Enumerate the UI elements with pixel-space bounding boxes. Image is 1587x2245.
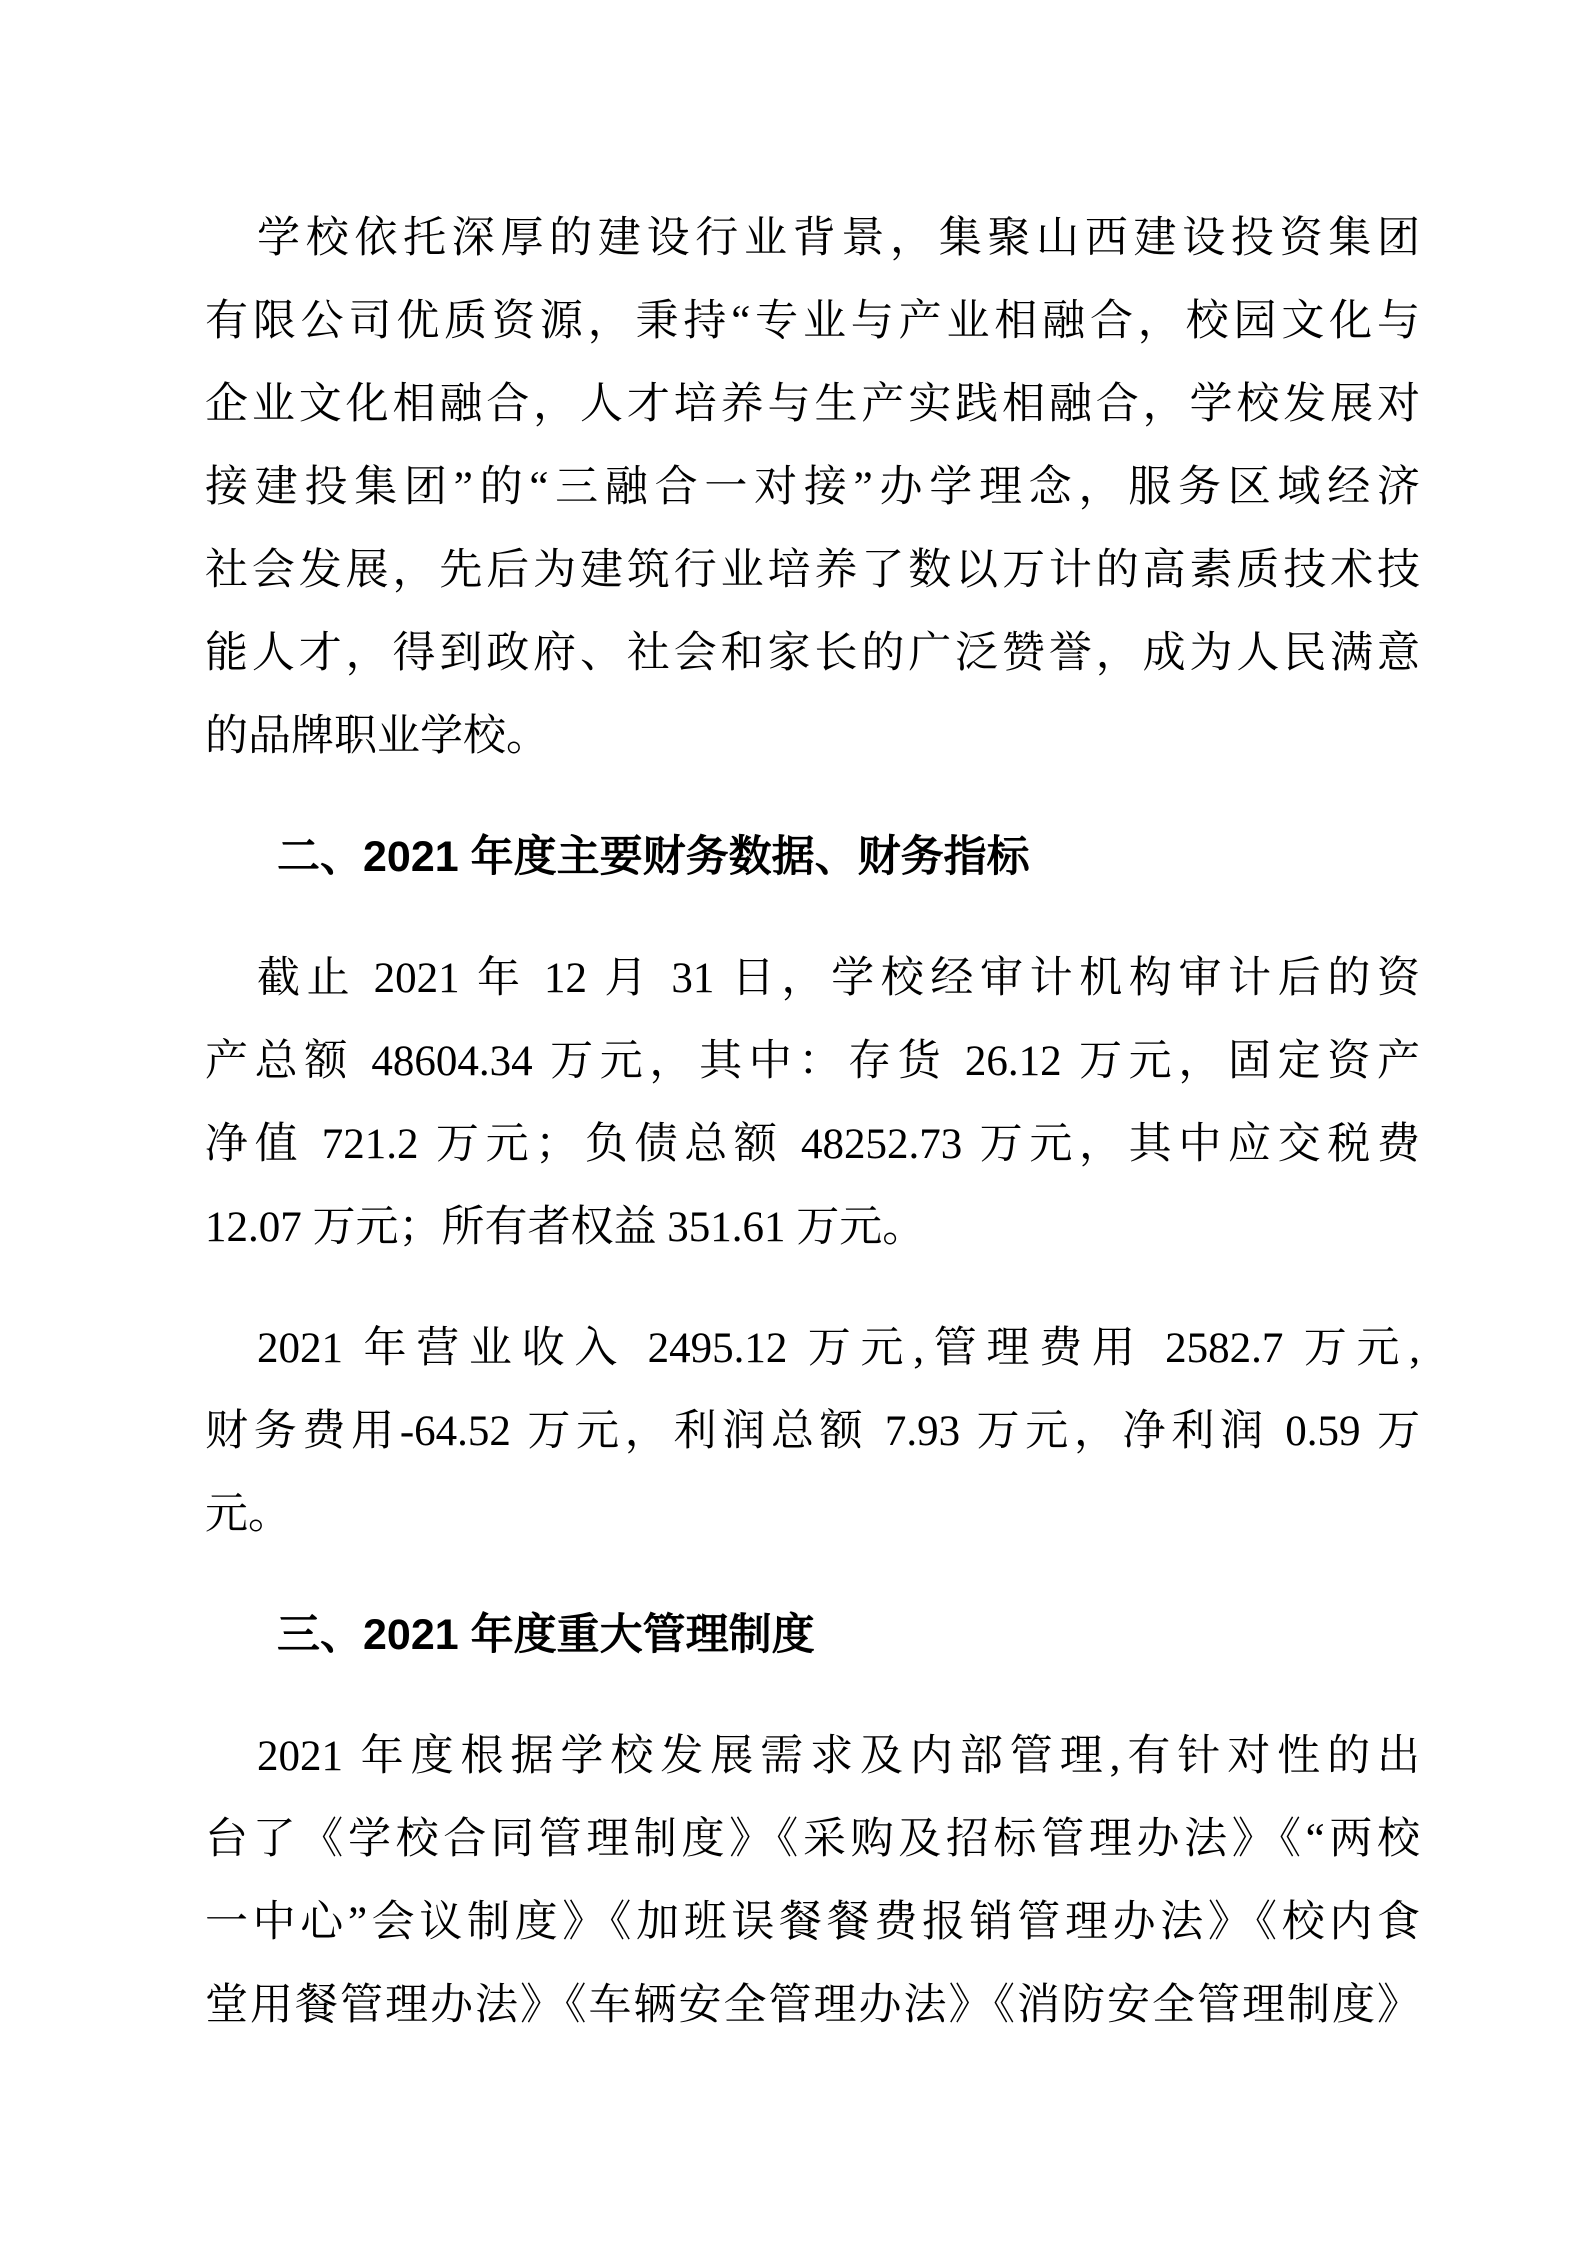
text-line: 一中心”会议制度》《加班误餐餐费报销管理办法》《校内食 — [205, 1899, 1420, 1946]
management-paragraph — [205, 1715, 1420, 2047]
text-line: 元。 — [205, 1491, 291, 1538]
intro-paragraph — [205, 197, 1420, 778]
text-line: 接建投集团”的“三融合一对接”办学理念，服务区域经济 — [205, 464, 1420, 511]
profit-paragraph — [205, 1307, 1420, 1556]
text-line: 12.07 万元；所有者权益 351.61 万元。 — [205, 1204, 926, 1251]
management-section-heading: 三、2021 年度重大管理制度 — [277, 1611, 815, 1659]
text-line: 财务费用-64.52 万元，利润总额 7.93 万元，净利润 0.59 万 — [205, 1408, 1420, 1455]
page-content — [205, 197, 1420, 2085]
finance-data-paragraph — [205, 937, 1420, 1269]
text-line: 企业文化相融合，人才培养与生产实践相融合，学校发展对 — [205, 381, 1420, 428]
finance-section-heading: 二、2021 年度主要财务数据、财务指标 — [277, 833, 1030, 881]
text-line: 学校依托深厚的建设行业背景，集聚山西建设投资集团 — [257, 215, 1420, 262]
text-line: 2021 年度根据学校发展需求及内部管理,有针对性的出 — [257, 1733, 1420, 1780]
text-line: 堂用餐管理办法》《车辆安全管理办法》《消防安全管理制度》 — [205, 1982, 1420, 2029]
text-line: 净值 721.2 万元；负债总额 48252.73 万元，其中应交税费 — [205, 1121, 1420, 1168]
text-line: 的品牌职业学校。 — [205, 713, 549, 760]
text-line: 2021 年营业收入 2495.12 万元,管理费用 2582.7 万元, — [257, 1325, 1420, 1372]
text-line: 能人才，得到政府、社会和家长的广泛赞誉，成为人民满意 — [205, 630, 1420, 677]
text-line: 台了《学校合同管理制度》《采购及招标管理办法》《“两校 — [205, 1816, 1420, 1863]
text-line: 截止 2021 年 12 月 31 日，学校经审计机构审计后的资 — [257, 955, 1420, 1002]
text-line: 产总额 48604.34 万元，其中：存货 26.12 万元，固定资产 — [205, 1038, 1420, 1085]
text-line: 有限公司优质资源，秉持“专业与产业相融合，校园文化与 — [205, 298, 1420, 345]
text-line: 社会发展，先后为建筑行业培养了数以万计的高素质技术技 — [205, 547, 1420, 594]
